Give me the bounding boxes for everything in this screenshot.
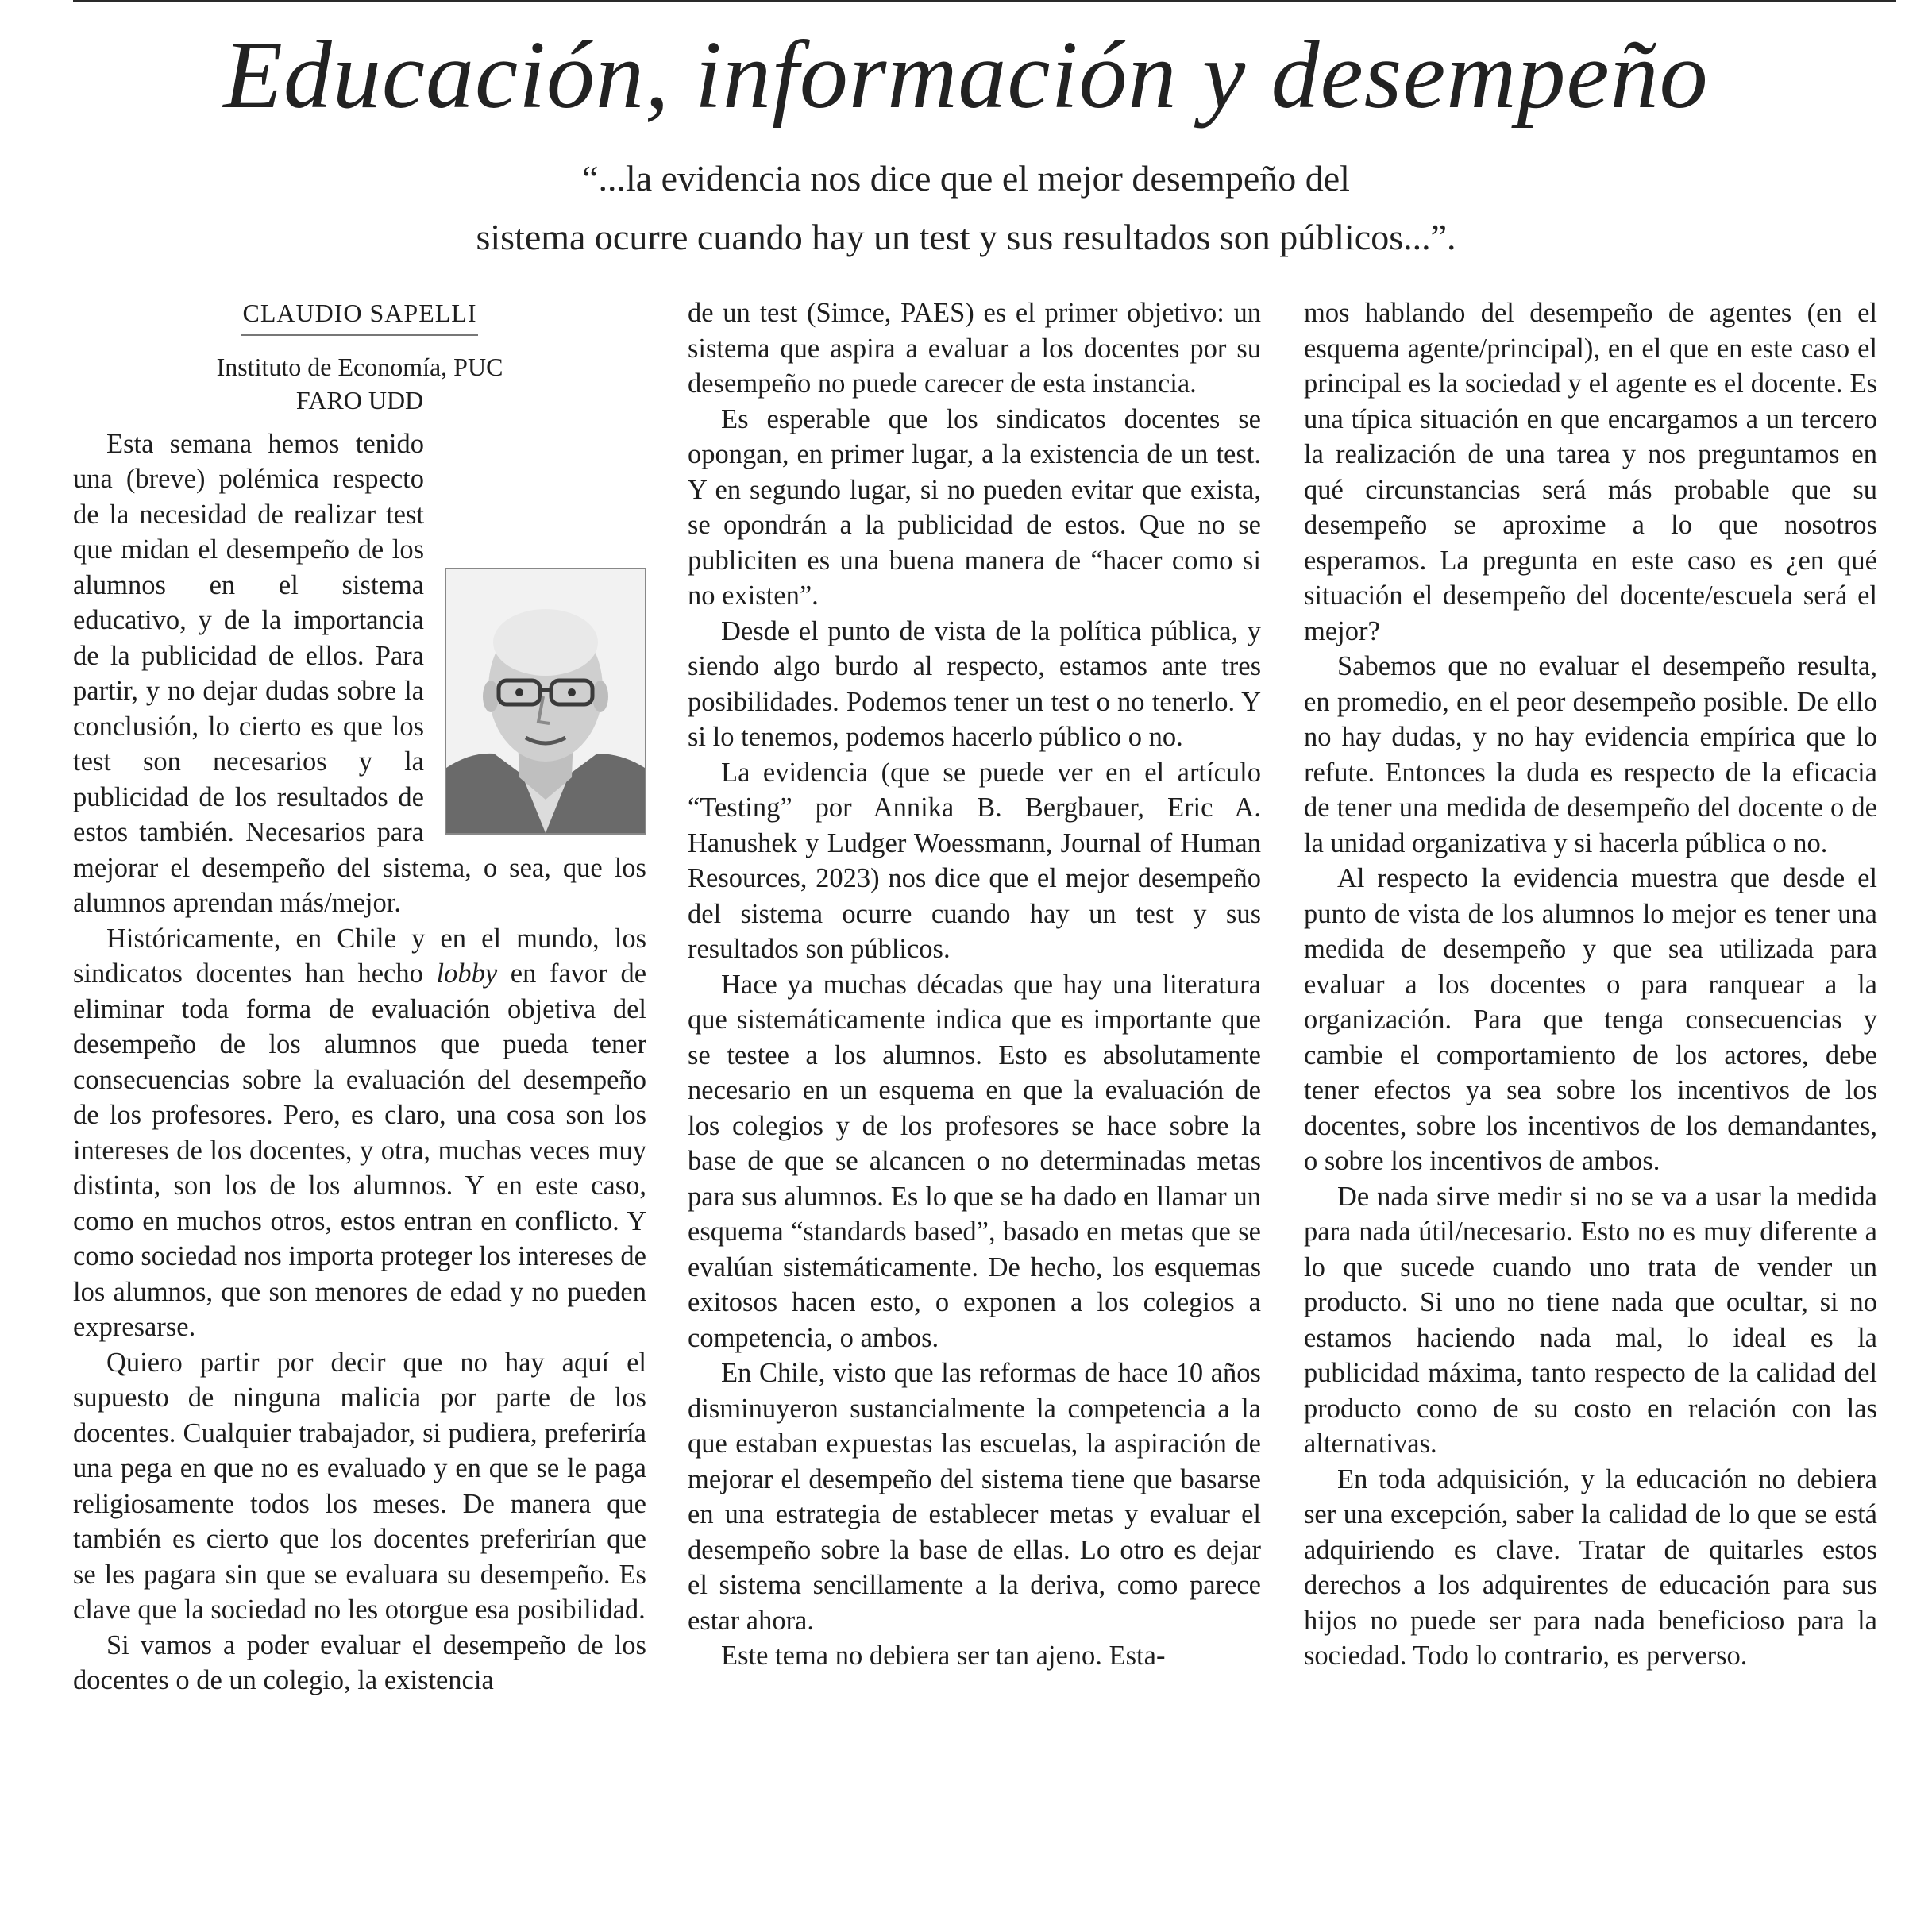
paragraph-2 bbox=[73, 921, 646, 1345]
paragraph-12: Al respecto la evidencia muestra que desde el punto de vista de los alumnos lo mejor es tener una medida de desempeño y que sea utilizada para evaluar a los docentes o para ranquear a la organización. Para que tenga consecuencias y cambie el comportamiento de los actores, debe tener efectos ya sea sobre los incentivos de los docentes, sobre los incentivos de los demandantes, o sobre los incentivos de ambos. bbox=[1304, 863, 1877, 1176]
paragraph-2-text-a: Históricamente, en Chile y en el mundo, los sindicatos docentes han hecho bbox=[73, 923, 646, 989]
affiliation-line-2: FARO UDD bbox=[295, 385, 424, 415]
author-photo bbox=[445, 568, 646, 835]
paragraph-4-start: Si vamos a poder evaluar el desempeño de los docentes o de un colegio, la existencia bbox=[73, 1629, 646, 1695]
pull-quote-line-2: sistema ocurre cuando hay un test y sus resultados son públicos...”. bbox=[476, 217, 1456, 257]
column-1 bbox=[73, 295, 646, 1699]
paragraph-7: La evidencia (que se puede ver en el artículo “Testing” por Annika B. Bergbauer, Eric A. Hanushek y Ludger Woessmann, Journal of Human Resources, 2023) nos dice que el mejor desempeño del sistema ocurre cuando hay un test y sus resultados son públicos. bbox=[688, 757, 1261, 964]
affiliation-line-1: Instituto de Economía, PUC bbox=[216, 352, 503, 381]
column-3 bbox=[1304, 295, 1877, 1674]
paragraph-1-text: Esta semana hemos tenido una (breve) polémica respecto de la necesidad de realizar test que midan el desempeño de los alumnos en el sistema educativo, y de la importancia de la publicidad de ellos. Para partir, y no dejar dudas sobre la conclusión, lo cierto es que los test son necesarios y la publicidad de los resultados de estos también. Necesarios para mejorar el desempeño del sistema, o sea, que los alumnos aprendan más/mejor. bbox=[73, 428, 646, 918]
author-name: CLAUDIO SAPELLI bbox=[241, 295, 479, 336]
paragraph-2-italic: lobby bbox=[436, 958, 498, 989]
paragraph-10-start: Este tema no debiera ser tan ajeno. Esta- bbox=[721, 1641, 1166, 1671]
top-rule bbox=[73, 0, 1896, 2]
pull-quote bbox=[0, 149, 1932, 267]
paragraph-14: En toda adquisición, y la educación no debiera ser una excepción, saber la calidad de lo que se está adquiriendo es clave. Tratar de quitarles estos derechos a los adquirentes de educación para sus hijos no puede ser para nada beneficioso para la sociedad. Todo lo contrario, es perverso. bbox=[1304, 1463, 1877, 1671]
paragraph-11: Sabemos que no evaluar el desempeño resulta, en promedio, en el peor desempeño posible. De ello no hay dudas, y no hay evidencia empírica que lo refute. Entonces la duda es respecto de la eficacia de tener una medida de desempeño del docente o de la unidad organizativa y si hacerla pública o no. bbox=[1304, 651, 1877, 858]
paragraph-13: De nada sirve medir si no se va a usar la medida para nada útil/necesario. Esto no es muy diferente a lo que sucede cuando uno trata de vender un producto. Si uno no tiene nada que ocultar, si no estamos haciendo nada mal, lo ideal es la publicidad máxima, tanto respecto de la calidad del producto como de su costo en relación con las alternativas. bbox=[1304, 1181, 1877, 1459]
headline: Educación, información y desempeño bbox=[223, 21, 1709, 129]
paragraph-3: Quiero partir por decir que no hay aquí el supuesto de ninguna malicia por parte de los docentes. Cualquier trabajador, si pudiera, preferiría una pega en que no es evaluado y en que se le paga religiosamente todos los meses. De manera que también es cierto que los docentes preferirían que se les pagara sin que se evaluara su desempeño. Es clave que la sociedad no les otorgue esa posibilidad. bbox=[73, 1347, 646, 1625]
byline bbox=[73, 295, 646, 417]
paragraph-1 bbox=[73, 426, 646, 921]
paragraph-2-text-b: en favor de eliminar toda forma de evaluación objetiva del desempeño de los alumnos que pueda tener consecuencias sobre la evaluación del desempeño de los profesores. Pero, es claro, una cosa son los intereses de los docentes, y otra, muchas veces muy distinta, son los de los alumnos. Y en este caso, como en muchos otros, estos entran en conflicto. Y como sociedad nos importa proteger los intereses de los alumnos, que son menores de edad y no pueden expresarse. bbox=[73, 958, 647, 1342]
pull-quote-line-1: “...la evidencia nos dice que el mejor desempeño del bbox=[582, 158, 1350, 199]
author-portrait-image bbox=[446, 569, 645, 833]
paragraph-8: Hace ya muchas décadas que hay una literatura que sistemáticamente indica que es importante que se testee a los alumnos. Esto es absolutamente necesario en un esquema en que la evaluación de los colegios y de los profesores se hace sobre la base de que se alcancen o no determinadas metas para sus alumnos. Es lo que se ha dado en llamar un esquema “standards based”, basado en metas que se evalúan sistemáticamente. De hecho, los esquemas exitosos hacen esto, o exponen a los colegios a competencia, o ambos. bbox=[688, 969, 1261, 1353]
paragraph-4-continued: de un test (Simce, PAES) es el primer objetivo: un sistema que aspira a evaluar a los docentes por su desempeño no puede carecer de esta instancia. bbox=[688, 298, 1261, 399]
paragraph-5: Es esperable que los sindicatos docentes se opongan, en primer lugar, a la existencia de un test. Y en segundo lugar, si no pueden evitar que exista, se opondrán a la publicidad de estos. Que no se publiciten es una buena manera de “hacer como si no existen”. bbox=[688, 403, 1261, 611]
paragraph-9: En Chile, visto que las reformas de hace 10 años disminuyeron sustancialmente la competencia a la que estaban expuestas las escuelas, la aspiración de mejorar el desempeño del sistema tiene que basarse en una estrategia de establecer metas y evaluar el desempeño sobre la base de ellas. Lo otro es dejar el sistema sencillamente a la deriva, como parece estar ahora. bbox=[688, 1358, 1261, 1636]
paragraph-6: Desde el punto de vista de la política pública, y siendo algo burdo al respecto, estamos ante tres posibilidades. Podemos tener un test o no tenerlo. Y si lo tenemos, podemos hacerlo público o no. bbox=[688, 615, 1261, 752]
paragraph-10-continued: mos hablando del desempeño de agentes (en el esquema agente/principal), en el que en este caso el principal es la sociedad y el agente es el docente. Es una típica situación en que encargamos a un tercero la realización de una tarea y nos preguntamos en qué circunstancias será más probable que su desempeño se aproxime a lo que nosotros esperamos. La pregunta en este caso es ¿en qué situación el desempeño del docente/escuela será el mejor? bbox=[1304, 298, 1877, 646]
column-2 bbox=[688, 295, 1261, 1674]
